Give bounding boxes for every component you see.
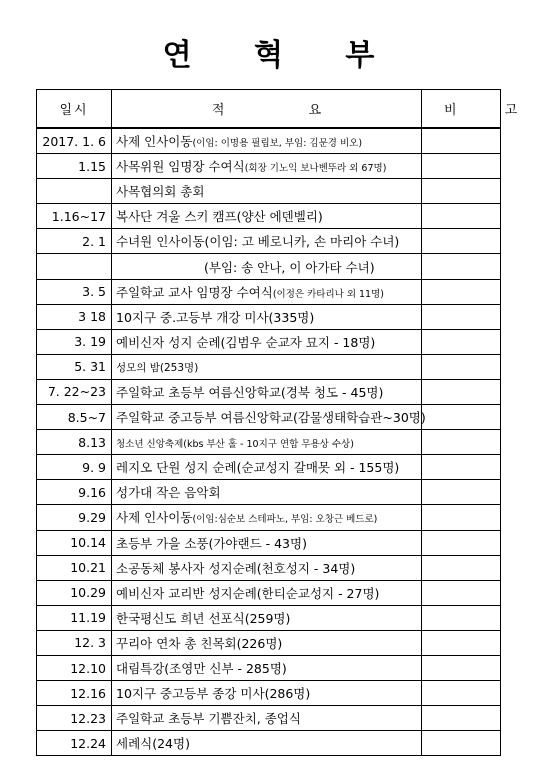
row-main-text: 사목위원 임명장 수여식 — [116, 159, 245, 175]
row-main-text: 사제 인사이동 — [116, 510, 193, 526]
row-remark — [422, 179, 501, 204]
row-remark — [422, 555, 501, 580]
row-main-text: 10지구 중고등부 종강 미사(286명) — [116, 686, 311, 702]
row-note-text: (이정은 카타리나 외 11명) — [272, 288, 384, 300]
row-remark — [422, 229, 501, 254]
row-main-text: 주일학교 중고등부 여름신앙학교(감물생태학습관~30명) — [116, 410, 426, 426]
row-date: 12. 3 — [37, 630, 112, 655]
table-row — [37, 179, 501, 204]
row-date: 8.13 — [37, 430, 112, 455]
row-main-text: 청소년 신앙축제(kbs 부산 홀 - 10지구 연합 무용상 수상) — [116, 438, 354, 450]
row-remark — [422, 354, 501, 379]
row-date: 12.16 — [37, 681, 112, 706]
table-row — [37, 279, 501, 304]
row-remark — [422, 655, 501, 680]
row-content — [112, 254, 422, 279]
row-remark — [422, 605, 501, 630]
row-date: 7. 22~23 — [37, 379, 112, 404]
row-content — [112, 128, 422, 154]
row-remark — [422, 154, 501, 179]
row-remark — [422, 279, 501, 304]
row-remark — [422, 681, 501, 706]
row-remark — [422, 304, 501, 329]
table-row — [37, 731, 501, 756]
table-row — [37, 304, 501, 329]
row-content — [112, 630, 422, 655]
row-content — [112, 179, 422, 204]
row-remark — [422, 204, 501, 229]
row-note-text: (이임: 이명용 필립보, 부임: 김문경 비오) — [192, 138, 363, 150]
row-date: 3. 5 — [37, 279, 112, 304]
row-content — [112, 379, 422, 404]
row-main-text: 주일학교 초등부 기쁨잔치, 종업식 — [116, 711, 301, 727]
row-content — [112, 580, 422, 605]
table-row — [37, 580, 501, 605]
row-main-text: 소공동체 봉사자 성지순례(천호성지 - 34명) — [116, 560, 356, 576]
row-date: 9.29 — [37, 505, 112, 530]
row-content — [112, 681, 422, 706]
table-header-row — [37, 90, 501, 129]
row-main-text: 예비신자 성지 순례(김범우 순교자 묘지 - 18명) — [116, 334, 376, 350]
row-main-text: 사제 인사이동 — [116, 134, 193, 150]
row-note-text: (회장 기노익 보나벤뚜라 외 67명) — [244, 163, 387, 175]
row-content — [112, 405, 426, 430]
row-remark — [422, 379, 501, 404]
row-content — [112, 204, 422, 229]
row-date: 8.5~7 — [37, 405, 112, 430]
row-remark — [422, 706, 501, 731]
table-row — [37, 430, 501, 455]
row-content — [112, 354, 422, 379]
row-main-text: 성모의 밤(253명) — [116, 361, 199, 374]
row-content — [112, 706, 422, 731]
row-main-text: 예비신자 교리반 성지순례(한티순교성지 - 27명) — [116, 585, 380, 601]
row-content — [112, 154, 422, 179]
row-date: 10.21 — [37, 555, 112, 580]
row-content — [112, 530, 422, 555]
row-date: 11.19 — [37, 605, 112, 630]
table-row — [37, 204, 501, 229]
row-date: 9.16 — [37, 480, 112, 505]
row-date — [37, 179, 112, 204]
table-row — [37, 455, 501, 480]
table-row — [37, 154, 501, 179]
row-date: 3. 19 — [37, 329, 112, 354]
row-date: 5. 31 — [37, 354, 112, 379]
row-content — [112, 555, 422, 580]
row-date: 1.15 — [37, 154, 112, 179]
row-remark — [422, 405, 501, 430]
table-row — [37, 655, 501, 680]
row-date: 9. 9 — [37, 455, 112, 480]
row-remark — [422, 530, 501, 555]
page-title: 연 혁 부 — [162, 38, 401, 73]
row-main-text: 복사단 겨울 스키 캠프(양산 에덴벨리) — [116, 209, 323, 225]
row-main-text: 10지구 중.고등부 개강 미사(335명) — [116, 309, 315, 325]
row-content — [112, 455, 422, 480]
row-content — [112, 304, 422, 329]
table-row — [37, 329, 501, 354]
row-date: 12.10 — [37, 655, 112, 680]
table-row — [37, 630, 501, 655]
row-content — [112, 505, 422, 530]
row-main-text: 사목협의회 총회 — [116, 184, 205, 200]
row-content — [112, 731, 422, 756]
row-main-text: (부임: 송 안나, 이 아가타 수녀) — [204, 259, 375, 275]
row-content — [112, 329, 422, 354]
row-remark — [422, 128, 501, 154]
row-date: 2. 1 — [37, 229, 112, 254]
row-date: 2017. 1. 6 — [37, 128, 112, 154]
table-row — [37, 505, 501, 530]
history-table — [36, 89, 539, 756]
row-content — [112, 480, 422, 505]
row-content — [112, 655, 422, 680]
table-row — [37, 229, 501, 254]
row-main-text: 레지오 단원 성지 순례(순교성지 갈매못 외 - 155명) — [116, 460, 400, 476]
row-remark — [422, 630, 501, 655]
row-remark — [422, 430, 501, 455]
row-main-text: 초등부 가을 소풍(가야랜드 - 43명) — [116, 535, 307, 551]
row-main-text: 한국평신도 희년 선포식(259명) — [116, 610, 291, 626]
row-date: 10.14 — [37, 530, 112, 555]
table-row — [37, 555, 501, 580]
row-content — [112, 279, 422, 304]
row-remark — [422, 254, 501, 279]
row-main-text: 주일학교 교사 임명장 수여식 — [116, 284, 273, 300]
header-date: 일시 — [37, 90, 112, 129]
header-remark: 비 고 — [422, 90, 501, 129]
row-main-text: 꾸리아 연차 총 친목회(226명) — [116, 635, 283, 651]
row-main-text: 대림특강(조영만 신부 - 285명) — [116, 661, 287, 677]
row-main-text: 주일학교 초등부 여름신앙학교(경북 청도 - 45명) — [116, 384, 384, 400]
row-content — [112, 229, 422, 254]
row-date — [37, 254, 112, 279]
row-remark — [422, 480, 501, 505]
row-content — [112, 430, 422, 455]
table-row — [37, 128, 501, 154]
table-row — [37, 405, 501, 430]
row-content — [112, 605, 422, 630]
table-row — [37, 605, 501, 630]
row-remark — [422, 505, 501, 530]
table-row — [37, 706, 501, 731]
row-remark — [422, 580, 501, 605]
row-main-text: 성가대 작은 음악회 — [116, 485, 221, 501]
row-date: 3 18 — [37, 304, 112, 329]
row-main-text: 세례식(24명) — [116, 736, 190, 752]
header-content: 적 요 — [112, 90, 422, 129]
table-row — [37, 254, 501, 279]
table-row — [37, 480, 501, 505]
table-row — [37, 681, 501, 706]
table-row — [37, 379, 501, 404]
row-note-text: (이임:심순보 스테파노, 부임: 오창근 베드로) — [192, 514, 378, 526]
row-remark — [422, 455, 501, 480]
row-date: 12.23 — [37, 706, 112, 731]
row-date: 10.29 — [37, 580, 112, 605]
row-date: 1.16~17 — [37, 204, 112, 229]
table-row — [37, 354, 501, 379]
row-remark — [422, 731, 501, 756]
table-row — [37, 530, 501, 555]
row-date: 12.24 — [37, 731, 112, 756]
row-remark — [422, 329, 501, 354]
row-main-text: 수녀원 인사이동(이임: 고 베로니카, 손 마리아 수녀) — [116, 234, 400, 250]
